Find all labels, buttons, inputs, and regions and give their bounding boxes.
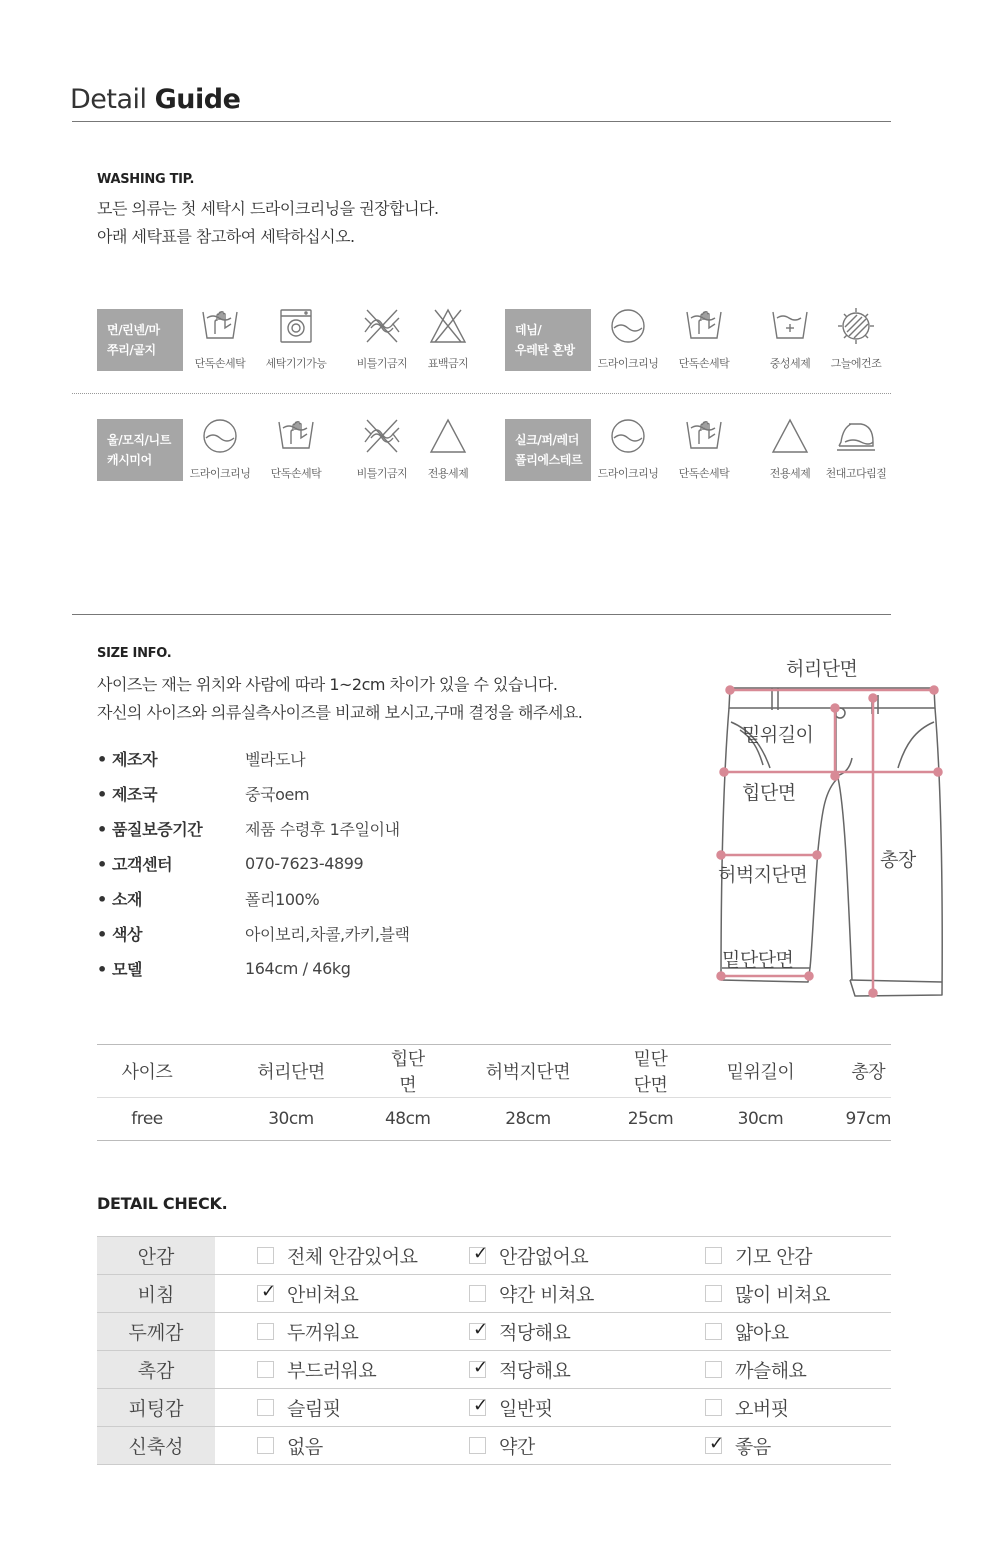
- check-option-label: 까슬해요: [735, 1360, 807, 1382]
- checkbox[interactable]: [705, 1247, 722, 1264]
- title-bold: Guide: [154, 84, 241, 115]
- check-option: [427, 1351, 663, 1389]
- diagram-label-thigh: 허벅지단면: [718, 864, 808, 886]
- wash-category-line2: 캐시미어: [107, 453, 152, 467]
- spec-value: 폴리100%: [245, 890, 320, 909]
- size-table-cell: free: [131, 1109, 163, 1129]
- checkbox[interactable]: [705, 1433, 724, 1454]
- size-table-cell: 30cm: [737, 1109, 784, 1129]
- wash-symbol-label: 단독손세탁: [270, 467, 322, 480]
- dry-clean-icon: [605, 414, 651, 458]
- wash-symbol-label: 비틀기금지: [356, 357, 408, 370]
- wash-symbol: [817, 304, 895, 371]
- checkbox[interactable]: [469, 1357, 488, 1378]
- diagram-label-waist: 허리단면: [786, 658, 858, 680]
- check-option: [215, 1427, 427, 1465]
- neutral-detergent-icon: [767, 304, 813, 348]
- table-row: [97, 1389, 891, 1427]
- check-option: [215, 1351, 427, 1389]
- check-mark-icon: ✓: [473, 1319, 488, 1340]
- wash-symbol-label: 천대고다림질: [825, 467, 887, 480]
- wash-symbol-label: 드라이크리닝: [597, 357, 659, 370]
- size-table-header: 총장: [851, 1062, 886, 1083]
- size-info-text: [97, 671, 582, 727]
- wash-symbol: [409, 414, 487, 481]
- check-option: [663, 1275, 891, 1313]
- spec-value: 070-7623-4899: [245, 854, 364, 873]
- check-option-label: 두꺼워요: [287, 1322, 359, 1344]
- wash-symbol-label: 드라이크리닝: [597, 467, 659, 480]
- wash-symbol: [181, 414, 259, 481]
- special-detergent-icon: [425, 414, 471, 458]
- wash-symbol-label: 단독손세탁: [194, 357, 246, 370]
- check-category: 촉감: [97, 1351, 215, 1389]
- check-category: 두께감: [97, 1313, 215, 1351]
- check-option: [663, 1313, 891, 1351]
- spec-row: [97, 811, 400, 846]
- wash-category-line1: 데님/: [515, 323, 542, 337]
- wash-category: [505, 419, 591, 481]
- section-divider: [72, 614, 891, 615]
- check-option-label: 좋음: [735, 1436, 771, 1458]
- wash-symbol-label: 중성세제: [769, 357, 811, 370]
- wash-symbol-label: 드라이크리닝: [189, 467, 251, 480]
- wash-symbol: [257, 414, 335, 481]
- size-table-header: 밑단단면: [633, 1049, 668, 1096]
- check-option: [427, 1389, 663, 1427]
- title-divider: [72, 121, 891, 122]
- size-table-header: 힙단면: [390, 1049, 425, 1096]
- check-option-label: 부드러워요: [287, 1360, 377, 1382]
- check-option: [427, 1275, 663, 1313]
- size-info-line2: 자신의 사이즈와 의류실측사이즈를 비교해 보시고,구매 결정을 해주세요.: [97, 703, 583, 722]
- spec-row: [97, 951, 350, 986]
- spec-value: 제품 수령후 1주일이내: [245, 820, 400, 839]
- wash-category: [505, 309, 591, 371]
- checkbox[interactable]: [257, 1281, 276, 1302]
- wash-symbol-label: 그늘에건조: [830, 357, 882, 370]
- check-category: 신축성: [97, 1427, 215, 1465]
- check-option-label: 적당해요: [499, 1360, 571, 1382]
- check-option-label: 기모 안감: [735, 1246, 812, 1268]
- check-category: 안감: [97, 1237, 215, 1275]
- table-row: [97, 1313, 891, 1351]
- table-row: [97, 1098, 891, 1141]
- check-mark-icon: ✓: [473, 1395, 488, 1416]
- wash-symbol-label: 전용세제: [769, 467, 811, 480]
- page-title: [70, 84, 240, 115]
- washing-tip-text: [97, 195, 439, 251]
- wash-category-line1: 울/모직/니트: [107, 433, 171, 447]
- spec-row: [97, 881, 319, 916]
- check-option-label: 얇아요: [735, 1322, 789, 1344]
- wash-symbol-label: 단독손세탁: [678, 467, 730, 480]
- wash-symbol-label: 표백금지: [427, 357, 469, 370]
- wash-symbol-label: 전용세제: [427, 467, 469, 480]
- dry-clean-icon: [605, 304, 651, 348]
- size-table-cell: 25cm: [627, 1109, 674, 1129]
- diagram-label-hip: 힙단면: [742, 782, 796, 804]
- checkbox[interactable]: [705, 1323, 722, 1340]
- checkbox[interactable]: [257, 1437, 274, 1454]
- wash-symbol: [589, 304, 667, 371]
- spec-value: 중국oem: [245, 785, 310, 804]
- check-option: [215, 1275, 427, 1313]
- wash-symbol-label: 세탁기기가능: [265, 357, 327, 370]
- wash-symbol-label: 비틀기금지: [356, 467, 408, 480]
- check-option-label: 안감없어요: [499, 1246, 589, 1268]
- check-mark-icon: ✓: [709, 1433, 724, 1454]
- checkbox[interactable]: [257, 1399, 274, 1416]
- check-option-label: 일반핏: [499, 1398, 553, 1420]
- detail-check-label: DETAIL CHECK.: [97, 1194, 228, 1213]
- spec-value: 164cm / 46kg: [245, 959, 351, 978]
- wash-symbol: [181, 304, 259, 371]
- checkbox[interactable]: [257, 1323, 274, 1340]
- check-option: [215, 1313, 427, 1351]
- checkbox[interactable]: [469, 1285, 486, 1302]
- no-bleach-icon: [425, 304, 471, 348]
- spec-key: • 제조자: [97, 750, 158, 769]
- checkbox[interactable]: [257, 1247, 274, 1264]
- wash-symbol: [409, 304, 487, 371]
- checkbox[interactable]: [705, 1361, 722, 1378]
- check-mark-icon: ✓: [473, 1243, 488, 1264]
- spec-row: [97, 776, 309, 811]
- check-category: 피팅감: [97, 1389, 215, 1427]
- spec-key: • 품질보증기간: [97, 820, 203, 839]
- check-option: [663, 1237, 891, 1275]
- spec-key: • 제조국: [97, 785, 158, 804]
- check-category: 비침: [97, 1275, 215, 1313]
- size-table-cell: 30cm: [268, 1109, 314, 1129]
- washing-tip-line1: 모든 의류는 첫 세탁시 드라이크리닝을 권장합니다.: [97, 199, 439, 218]
- wash-symbol: [257, 304, 335, 371]
- wash-category-line2: 우레탄 혼방: [515, 343, 575, 357]
- hand-wash-icon: [681, 304, 727, 348]
- wash-category-line1: 실크/퍼/레더: [515, 433, 579, 447]
- check-option: [663, 1427, 891, 1465]
- checkbox[interactable]: [469, 1319, 488, 1340]
- spec-row: [97, 846, 363, 881]
- title-light: Detail: [70, 84, 147, 115]
- wash-symbol: [589, 414, 667, 481]
- washing-divider: [72, 393, 891, 394]
- checkbox[interactable]: [469, 1243, 488, 1264]
- size-table-cell: 28cm: [505, 1109, 551, 1129]
- hand-wash-icon: [681, 414, 727, 458]
- wash-category-line1: 면/린넨/마: [107, 323, 160, 337]
- size-table-header-row: [97, 1045, 891, 1098]
- wash-symbol: [665, 304, 743, 371]
- checkbox[interactable]: [705, 1399, 722, 1416]
- wash-category: [97, 309, 183, 371]
- checkbox[interactable]: [469, 1395, 488, 1416]
- check-option: [427, 1427, 663, 1465]
- check-option-label: 슬림핏: [287, 1398, 341, 1420]
- washing-machine-icon: [273, 304, 319, 348]
- size-table-header: 허리단면: [257, 1062, 325, 1083]
- check-option-label: 전체 안감있어요: [287, 1246, 418, 1268]
- washing-tip-line2: 아래 세탁표를 참고하여 세탁하십시오.: [97, 227, 355, 246]
- check-option-label: 약간: [499, 1436, 535, 1458]
- spec-row: [97, 741, 305, 776]
- wash-category-line2: 쭈리/골지: [107, 343, 156, 357]
- check-mark-icon: ✓: [261, 1281, 276, 1302]
- table-row: [97, 1275, 891, 1313]
- size-info-line1: 사이즈는 재는 위치와 사람에 따라 1~2cm 차이가 있을 수 있습니다.: [97, 675, 558, 694]
- wash-category-line2: 폴리에스테르: [515, 453, 583, 467]
- washing-tip-label: WASHING TIP.: [97, 172, 195, 187]
- checkbox[interactable]: [469, 1437, 486, 1454]
- checkbox[interactable]: [705, 1285, 722, 1302]
- no-wring-icon: [359, 414, 405, 458]
- no-wring-icon: [359, 304, 405, 348]
- check-option: [215, 1237, 427, 1275]
- hand-wash-icon: [197, 304, 243, 348]
- wash-symbol: [665, 414, 743, 481]
- check-option-label: 많이 비쳐요: [735, 1284, 830, 1306]
- spec-key: • 모델: [97, 960, 143, 979]
- size-table: [97, 1044, 891, 1141]
- diagram-label-length: 총장: [880, 849, 916, 871]
- wash-category: [97, 419, 183, 481]
- hand-wash-icon: [273, 414, 319, 458]
- check-option-label: 오버핏: [735, 1398, 789, 1420]
- detail-check-table: [97, 1236, 891, 1465]
- size-table-cell: 48cm: [384, 1109, 431, 1129]
- spec-value: 벨라도나: [245, 750, 306, 769]
- checkbox[interactable]: [257, 1361, 274, 1378]
- size-table-header: 밑위길이: [726, 1062, 795, 1083]
- diagram-label-hem: 밑단단면: [722, 949, 794, 971]
- check-option: [427, 1313, 663, 1351]
- shade-dry-icon: [833, 304, 879, 348]
- check-option: [427, 1237, 663, 1275]
- cloth-iron-icon: [833, 414, 879, 458]
- wash-symbol: [817, 414, 895, 481]
- table-row: [97, 1427, 891, 1465]
- size-info-label: SIZE INFO.: [97, 646, 172, 661]
- check-option: [663, 1389, 891, 1427]
- check-option-label: 없음: [287, 1436, 323, 1458]
- check-option: [215, 1389, 427, 1427]
- check-option-label: 적당해요: [499, 1322, 571, 1344]
- spec-key: • 소재: [97, 890, 143, 909]
- size-table-header: 사이즈: [121, 1062, 173, 1083]
- size-table-header: 허벅지단면: [485, 1062, 571, 1083]
- spec-key: • 고객센터: [97, 855, 173, 874]
- size-table-cell: 97cm: [845, 1109, 891, 1129]
- special-detergent-icon: [767, 414, 813, 458]
- dry-clean-icon: [197, 414, 243, 458]
- spec-row: [97, 916, 410, 951]
- check-option-label: 약간 비쳐요: [499, 1284, 594, 1306]
- table-row: [97, 1237, 891, 1275]
- check-option: [663, 1351, 891, 1389]
- diagram-label-rise: 밑위길이: [742, 724, 814, 746]
- pants-measurement-diagram: [700, 650, 960, 1010]
- wash-symbol-label: 단독손세탁: [678, 357, 730, 370]
- spec-key: • 색상: [97, 925, 143, 944]
- check-option-label: 안비쳐요: [287, 1284, 359, 1306]
- spec-value: 아이보리,차콜,카키,블랙: [245, 925, 410, 944]
- check-mark-icon: ✓: [473, 1357, 488, 1378]
- table-row: [97, 1351, 891, 1389]
